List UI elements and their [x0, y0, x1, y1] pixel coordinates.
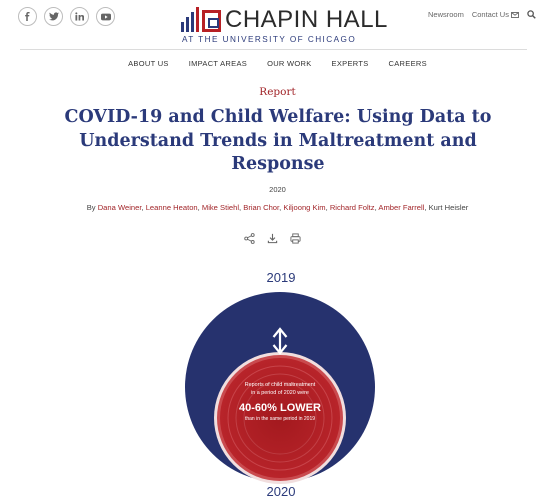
- nav-our-work[interactable]: OUR WORK: [267, 59, 312, 68]
- article-actions: [241, 230, 304, 247]
- info-line-2: in a period of 2020 were: [251, 390, 309, 396]
- linkedin-icon[interactable]: [70, 7, 89, 26]
- print-icon[interactable]: [287, 230, 304, 247]
- content-type-label: Report: [259, 86, 296, 98]
- info-line-1: Reports of child maltreatment: [244, 382, 316, 388]
- chapin-hall-logo[interactable]: [181, 6, 388, 44]
- header-divider: [20, 49, 527, 50]
- nav-about-us[interactable]: ABOUT US: [128, 59, 169, 68]
- download-icon[interactable]: [264, 230, 281, 247]
- logo-tagline: AT THE UNIVERSITY OF CHICAGO: [182, 35, 357, 44]
- page-title: COVID-19 and Child Welfare: Using Data to Understand Trends in Maltreatment and Response: [64, 107, 492, 174]
- logo-box-icon: [202, 10, 221, 32]
- infographic-graphic: [177, 262, 385, 501]
- logo-mark-row: [181, 6, 388, 32]
- contact-link[interactable]: [472, 10, 519, 19]
- mail-icon: [511, 12, 519, 18]
- maltreatment-infographic: [177, 262, 385, 501]
- author-link[interactable]: Mike Stiehl: [201, 203, 240, 212]
- newsroom-link[interactable]: Newsroom: [428, 10, 464, 19]
- info-line-3: than in the same period in 2019: [244, 416, 316, 422]
- by-label: By: [86, 203, 96, 212]
- nav-careers[interactable]: CAREERS: [388, 59, 427, 68]
- author-link[interactable]: Richard Foltz: [329, 203, 375, 212]
- author-link[interactable]: Amber Farrell: [378, 203, 425, 212]
- youtube-icon[interactable]: [96, 7, 115, 26]
- publication-year: 2020: [269, 185, 286, 194]
- social-links: [18, 7, 115, 26]
- author-list: By Dana Weiner, Leanne Heaton, Mike Stiehl, Brian Chor, Kiljoong Kim, Richard Foltz, Amber Farrell, Kurt Heisler: [86, 203, 469, 212]
- author-link[interactable]: Leanne Heaton: [145, 203, 198, 212]
- nav-experts[interactable]: EXPERTS: [331, 59, 369, 68]
- share-icon[interactable]: [241, 230, 258, 247]
- year-2019-label: 2019: [266, 270, 296, 285]
- contact-label: Contact Us: [471, 10, 509, 19]
- logo-bars-icon: [181, 6, 199, 32]
- year-2020-label: 2020: [266, 484, 296, 499]
- author-link[interactable]: Dana Weiner: [97, 203, 142, 212]
- facebook-icon[interactable]: [18, 7, 37, 26]
- author-link[interactable]: Kiljoong Kim: [283, 203, 326, 212]
- author-name: Kurt Heisler: [428, 203, 469, 212]
- search-icon[interactable]: [527, 10, 536, 19]
- info-headline: 40-60% LOWER: [239, 402, 321, 414]
- nav-impact-areas[interactable]: IMPACT AREAS: [188, 59, 248, 68]
- utility-links: [428, 10, 536, 19]
- author-link[interactable]: Brian Chor: [243, 203, 280, 212]
- twitter-icon[interactable]: [44, 7, 63, 26]
- logo-name: CHAPIN HALL: [225, 6, 388, 33]
- main-nav: [0, 59, 555, 68]
